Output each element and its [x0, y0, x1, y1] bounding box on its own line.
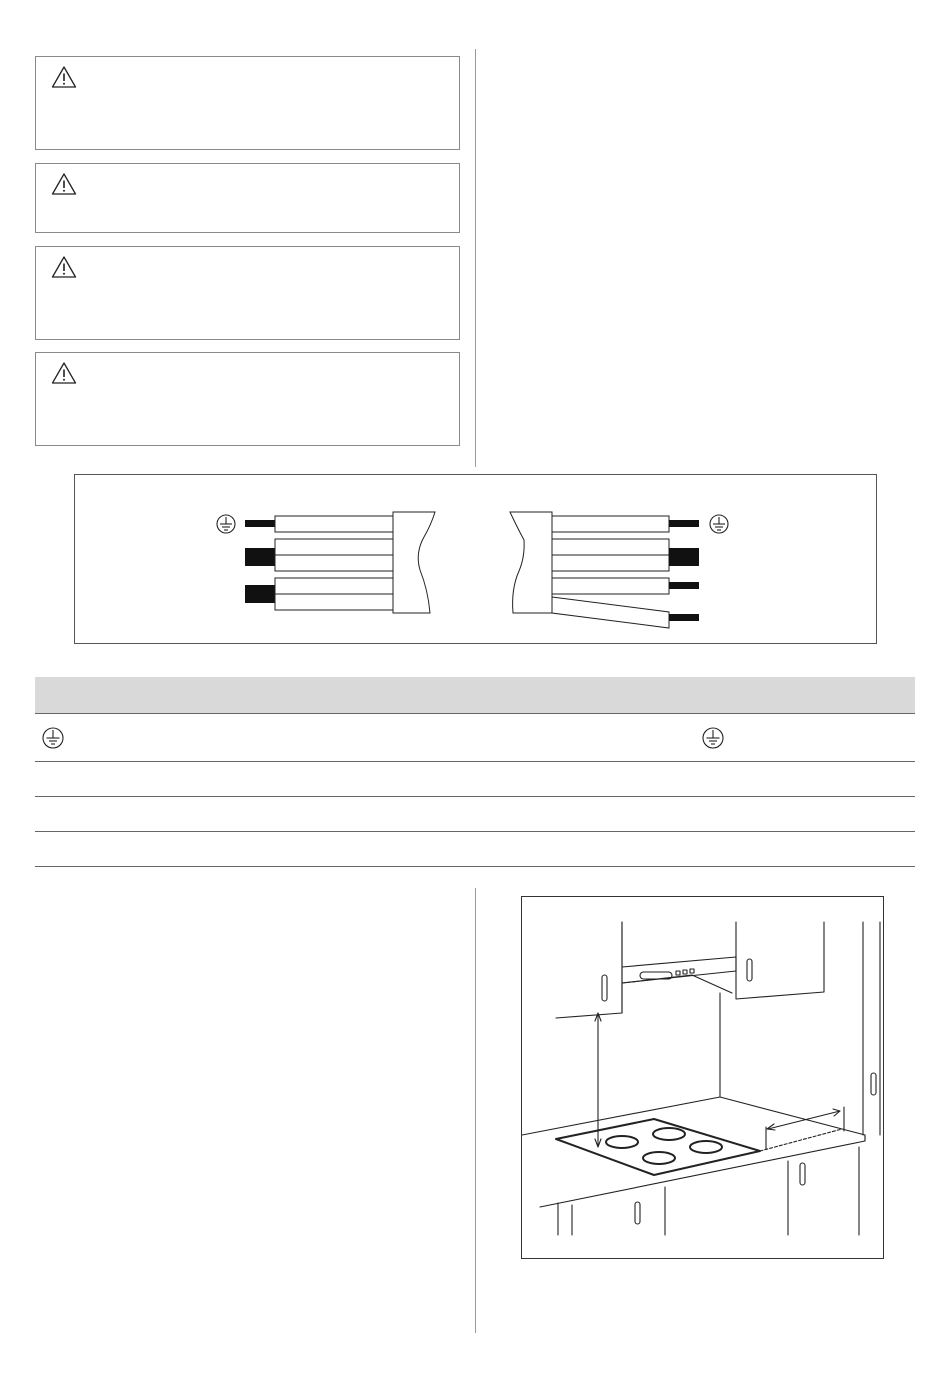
kitchen-hob-installation-icon: [522, 897, 885, 1260]
table-row: [35, 832, 915, 867]
cable-wiring-figure: [74, 474, 877, 644]
warning-box-3: [35, 246, 460, 340]
connection-table: [35, 677, 915, 867]
cable-wiring-drawing: [75, 475, 878, 645]
right-cable: [510, 512, 699, 628]
warning-triangle-icon: [51, 255, 77, 279]
warning-triangle-icon: [51, 361, 77, 385]
table-row: [35, 797, 915, 832]
earth-ground-icon: [701, 726, 725, 750]
column-divider: [475, 888, 476, 1333]
earth-ground-icon: [41, 726, 65, 750]
table-row: [35, 762, 915, 797]
hob-installation-figure: [521, 896, 884, 1259]
warning-triangle-icon: [51, 172, 77, 196]
warning-box-1: [35, 56, 460, 150]
warning-box-4: [35, 352, 460, 446]
warning-triangle-icon: [51, 65, 77, 89]
warning-box-2: [35, 163, 460, 233]
earth-ground-icon: [217, 515, 235, 533]
table-header: [35, 677, 915, 714]
earth-ground-icon: [710, 515, 728, 533]
table-row: [35, 714, 915, 762]
column-divider: [475, 49, 476, 467]
left-cable: [245, 512, 435, 613]
